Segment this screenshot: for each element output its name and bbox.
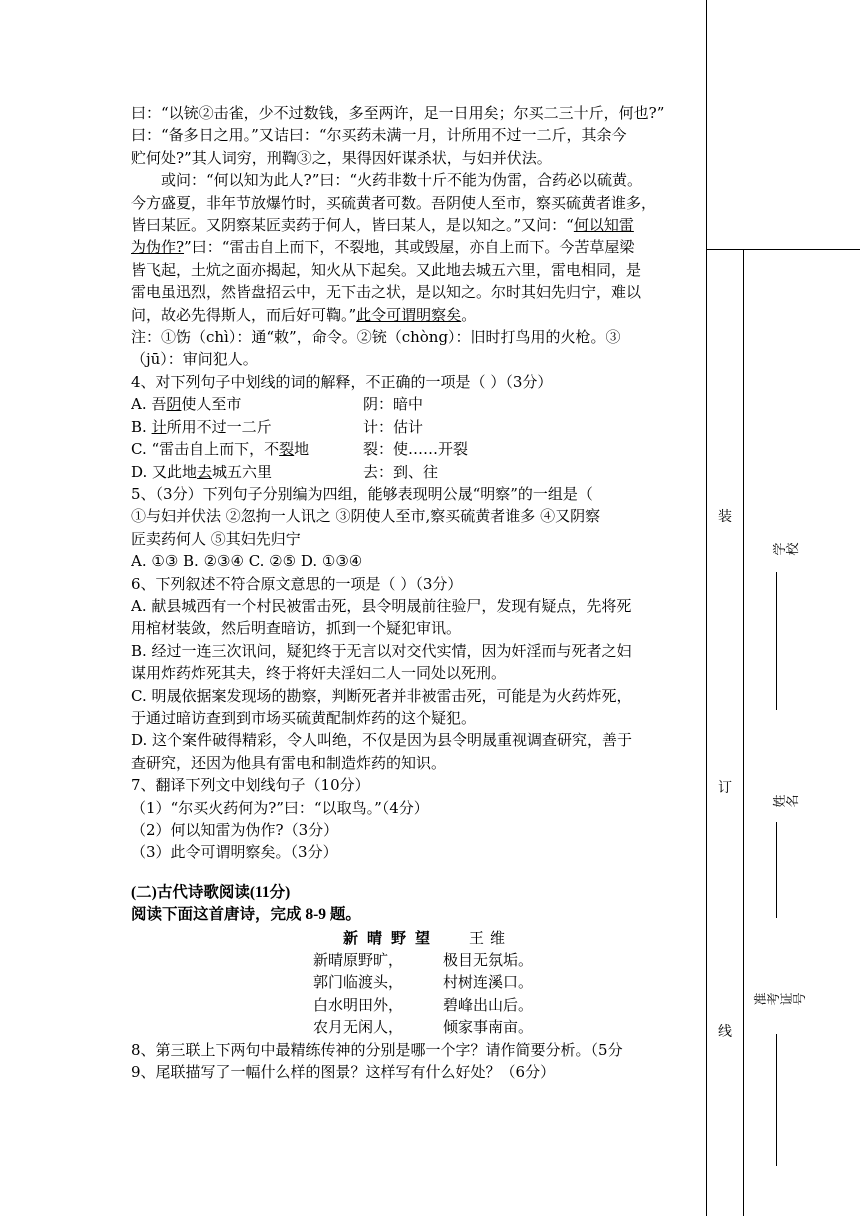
question-5-stem: 5、（3分）下列句子分别编为四组，能够表现明公晟“明察”的一组是（ — [131, 484, 593, 503]
passage-line: 雷电虽迅烈，然皆盘招云中，无下击之状，是以知之。尔时其妇先归宁，难以 — [131, 283, 642, 302]
q7-item: （2）何以知雷为伪作?（3分） — [131, 821, 339, 839]
q5-items: 匠卖药何人 ⑤其妇先归宁 — [131, 529, 301, 548]
q7-item: （1）“尔买火药何为?”曰：“以取鸟。”（4分） — [131, 798, 429, 817]
underlined-sentence: 为伪作? — [131, 238, 185, 257]
q6-line: C. 明晟依据案发现场的勘察，判断死者并非被雷击死，可能是为火药炸死， — [131, 686, 632, 705]
school-label: 学校 — [772, 543, 799, 559]
passage-line: 为伪作?”曰：“雷击自上而下，不裂地，其或毁屋，亦自上而下。今苦草屋梁 — [131, 238, 635, 257]
poem-line: 白水明田外， 碧峰出山后。 — [313, 995, 534, 1014]
poem-title-line — [131, 927, 721, 949]
underlined-sentence: 何以知雷 — [573, 216, 634, 235]
q6-line: 于通过暗访查到到市场买硫黄配制炸药的这个疑犯。 — [131, 708, 477, 727]
question-4-stem: 4、对下列句子中划线的词的解释，不正确的一项是（ ）（3分） — [131, 372, 553, 391]
name-field[interactable] — [776, 822, 777, 918]
passage-line: 皆飞起，土炕之面亦揭起，知火从下起矣。又此地去城五六里，雷电相同，是 — [131, 260, 642, 279]
q6-line: A. 献县城西有一个村民被雷击死，县令明晟前往验尸，发现有疑点，先将死 — [131, 596, 632, 615]
binding-label-ding: 订 — [718, 780, 732, 796]
name-label: 姓名 — [772, 795, 799, 811]
passage-line: 曰：“以铳②击雀，少不过数钱，多至两许，足一日用矣；尔买二三十斤，何也?” — [131, 104, 665, 122]
q4-option-c: C. “雷击自上而下，不裂地 裂：使……开裂 — [131, 440, 469, 459]
binding-label-zhuang: 装 — [718, 509, 732, 525]
exam-number-label: 准考证号 — [753, 993, 806, 1009]
note-line: （jū）：审问犯人。 — [131, 350, 258, 369]
binding-label-xian: 线 — [718, 1024, 732, 1040]
school-field[interactable] — [776, 572, 777, 710]
q6-line: 用棺材装敛，然后明查暗访，抓到一个疑犯审讯。 — [131, 619, 462, 638]
q6-line: B. 经过一连三次讯问，疑犯终于无言以对交代实情，因为奸淫而与死者之妇 — [131, 641, 632, 660]
passage-line: 或问：“何以知为此人?”曰：“火药非数十斤不能为伪雷，合药必以硫黄。 — [161, 171, 643, 190]
underlined-sentence: 此令可谓明察矣 — [356, 305, 462, 324]
question-9: 9、尾联描写了一幅什么样的图景？这样写有什么好处？（6分） — [131, 1063, 556, 1082]
binding-border-right — [743, 249, 744, 1216]
q6-line: D. 这个案件破得精彩，令人叫绝，不仅是因为县令明晟重视调查研究，善于 — [131, 731, 633, 750]
passage-line: 今方盛夏，非年节放爆竹时，买硫黄者可数。吾阴使人至市，察买硫黄者谁多， — [131, 193, 657, 212]
exam-number-field[interactable] — [776, 1034, 777, 1166]
section-instruction: 阅读下面这首唐诗，完成 8-9 题。 — [131, 906, 361, 924]
q4-option-d: D. 又此地去城五六里 去：到、往 — [131, 462, 439, 481]
q5-items: ①与妇并伏法 ②忽拘一人讯之 ③阴使人至市,察买硫黄者谁多 ④又阴察 — [131, 507, 601, 526]
q4-option-b: B. 计所用不过一二斤 计：估计 — [131, 417, 424, 436]
q6-line: 查研究，还因为他具有雷电和制造炸药的知识。 — [131, 753, 447, 772]
q7-item: （3）此令可谓明察矣。（3分） — [131, 843, 338, 862]
question-7-stem: 7、翻译下列文中划线句子（10分） — [131, 776, 370, 795]
q4-option-a: A. 吾阴使人至市 阴：暗中 — [131, 395, 424, 414]
passage-line: 皆曰某匠。又阴察某匠卖药于何人，皆曰某人，是以知之。”又问：“何以知雷 — [131, 216, 634, 235]
section-heading: (二)古代诗歌阅读(11分) — [131, 883, 291, 901]
poem-line: 新晴原野旷， 极目无氛垢。 — [313, 951, 534, 970]
passage-line: 贮何处?”其人词穷，刑鞫③之，果得因奸谋杀状，与妇并伏法。 — [131, 148, 552, 167]
poem-line: 农月无闲人， 倾家事南亩。 — [313, 1018, 534, 1037]
poem-title: 新晴野望 — [343, 928, 440, 947]
poem-line: 郭门临渡头， 村树连溪口。 — [313, 973, 534, 992]
passage-line: 问，故必先得斯人，而后好可鞫。”此令可谓明察矣。 — [131, 305, 477, 324]
question-6-stem: 6、下列叙述不符合原文意思的一项是（ ）（3分） — [131, 574, 463, 593]
binding-border-left — [706, 0, 707, 1216]
poem-author: 王维 — [469, 928, 512, 947]
exam-content — [131, 102, 721, 1102]
question-8: 8、第三联上下两句中最精练传神的分别是哪一个字？请作简要分析。（5分 — [131, 1040, 623, 1059]
note-line: 注：①饬（chì）：通“敕”，命令。②铳（chòng）：旧时打鸟用的火枪。③ — [131, 328, 621, 347]
q6-line: 谋用炸药炸死其夫，终于将奸夫淫妇二人一同处以死刑。 — [131, 664, 507, 683]
passage-line: 曰：“备多日之用。”又诘曰：“尔买药未满一月，计所用不过一二斤，其余今 — [131, 126, 627, 145]
q5-options: A. ①③ B. ②③④ C. ②⑤ D. ①③④ — [131, 552, 363, 571]
binding-border-top — [706, 249, 860, 250]
